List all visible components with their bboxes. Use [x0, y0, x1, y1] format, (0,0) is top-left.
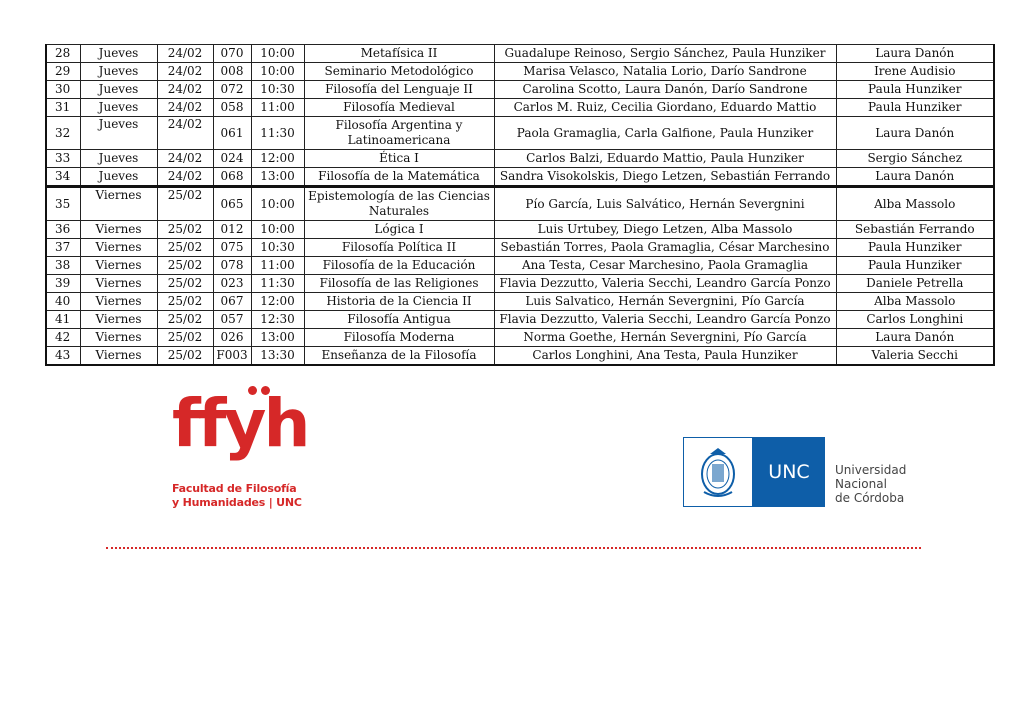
cell-day: Viernes	[80, 257, 157, 275]
cell-subject: Epistemología de las Ciencias Naturales	[304, 187, 494, 221]
cell-panel: Flavia Dezzutto, Valeria Secchi, Leandro García Ponzo	[494, 275, 836, 293]
cell-date: 24/02	[157, 99, 213, 117]
cell-panel: Ana Testa, Cesar Marchesino, Paola Gramaglia	[494, 257, 836, 275]
cell-room: 012	[213, 221, 251, 239]
cell-n: 43	[46, 347, 80, 366]
cell-time: 10:30	[251, 81, 304, 99]
cell-time: 11:00	[251, 257, 304, 275]
cell-subject: Filosofía de las Religiones	[304, 275, 494, 293]
cell-room: 023	[213, 275, 251, 293]
cell-subject: Filosofía Antigua	[304, 311, 494, 329]
cell-day: Viernes	[80, 311, 157, 329]
table-row	[46, 45, 994, 63]
cell-date: 24/02	[157, 63, 213, 81]
cell-n: 34	[46, 168, 80, 187]
cell-panel: Marisa Velasco, Natalia Lorio, Darío Sandrone	[494, 63, 836, 81]
cell-coord: Laura Danón	[836, 168, 994, 187]
cell-day: Jueves	[80, 63, 157, 81]
cell-date: 25/02	[157, 347, 213, 366]
cell-room: 057	[213, 311, 251, 329]
cell-date: 25/02	[157, 329, 213, 347]
table-row	[46, 99, 994, 117]
cell-n: 28	[46, 45, 80, 63]
ffyh-name-line2: y Humanidades | UNC	[172, 496, 302, 509]
cell-time: 10:00	[251, 45, 304, 63]
cell-room: 061	[213, 117, 251, 150]
cell-subject: Filosofía de la Matemática	[304, 168, 494, 187]
cell-room: 058	[213, 99, 251, 117]
table-row	[46, 311, 994, 329]
cell-day: Jueves	[80, 99, 157, 117]
cell-room: F003	[213, 347, 251, 366]
cell-day: Jueves	[80, 168, 157, 187]
cell-n: 30	[46, 81, 80, 99]
cell-n: 42	[46, 329, 80, 347]
unc-name-line2: Nacional	[835, 477, 887, 491]
cell-room: 068	[213, 168, 251, 187]
cell-coord: Paula Hunziker	[836, 99, 994, 117]
unc-name-line3: de Córdoba	[835, 491, 905, 505]
cell-time: 13:00	[251, 329, 304, 347]
footer-dotted-divider	[106, 547, 921, 549]
cell-panel: Luis Salvatico, Hernán Severgnini, Pío García	[494, 293, 836, 311]
cell-coord: Laura Danón	[836, 45, 994, 63]
cell-room: 075	[213, 239, 251, 257]
cell-coord: Carlos Longhini	[836, 311, 994, 329]
cell-time: 11:00	[251, 99, 304, 117]
cell-panel: Sebastián Torres, Paola Gramaglia, César Marchesino	[494, 239, 836, 257]
cell-day: Viernes	[80, 329, 157, 347]
cell-date: 25/02	[157, 257, 213, 275]
cell-subject: Filosofía Moderna	[304, 329, 494, 347]
cell-coord: Laura Danón	[836, 117, 994, 150]
cell-date: 25/02	[157, 293, 213, 311]
cell-coord: Daniele Petrella	[836, 275, 994, 293]
cell-n: 33	[46, 150, 80, 168]
table-row	[46, 81, 994, 99]
cell-subject: Filosofía Argentina y Latinoamericana	[304, 117, 494, 150]
cell-time: 12:30	[251, 311, 304, 329]
cell-coord: Irene Audisio	[836, 63, 994, 81]
table-row	[46, 168, 994, 187]
cell-room: 065	[213, 187, 251, 221]
unc-name	[835, 463, 906, 505]
cell-day: Viernes	[80, 239, 157, 257]
cell-time: 11:30	[251, 275, 304, 293]
cell-time: 11:30	[251, 117, 304, 150]
university-seal-icon	[683, 437, 753, 507]
cell-day: Viernes	[80, 293, 157, 311]
cell-time: 10:30	[251, 239, 304, 257]
cell-panel: Carlos M. Ruiz, Cecilia Giordano, Eduardo Mattio	[494, 99, 836, 117]
table-row	[46, 275, 994, 293]
cell-date: 24/02	[157, 150, 213, 168]
cell-subject: Filosofía Medieval	[304, 99, 494, 117]
table-row	[46, 347, 994, 366]
cell-date: 24/02	[157, 117, 213, 150]
cell-date: 25/02	[157, 187, 213, 221]
cell-day: Jueves	[80, 45, 157, 63]
cell-panel: Sandra Visokolskis, Diego Letzen, Sebastián Ferrando	[494, 168, 836, 187]
cell-subject: Enseñanza de la Filosofía	[304, 347, 494, 366]
table-row	[46, 329, 994, 347]
cell-panel: Norma Goethe, Hernán Severgnini, Pío García	[494, 329, 836, 347]
ffyh-logo	[172, 378, 308, 513]
cell-date: 24/02	[157, 45, 213, 63]
cell-panel: Flavia Dezzutto, Valeria Secchi, Leandro García Ponzo	[494, 311, 836, 329]
cell-coord: Sergio Sánchez	[836, 150, 994, 168]
table-row	[46, 187, 994, 221]
cell-panel: Carlos Longhini, Ana Testa, Paula Hunziker	[494, 347, 836, 366]
cell-subject: Filosofía Política II	[304, 239, 494, 257]
cell-panel: Luis Urtubey, Diego Letzen, Alba Massolo	[494, 221, 836, 239]
unc-logo	[683, 437, 923, 509]
table-row	[46, 239, 994, 257]
cell-room: 008	[213, 63, 251, 81]
cell-coord: Laura Danón	[836, 329, 994, 347]
cell-day: Viernes	[80, 187, 157, 221]
ffyh-logo-mark: ffyh	[172, 385, 308, 462]
table-row	[46, 221, 994, 239]
cell-day: Jueves	[80, 150, 157, 168]
cell-subject: Metafísica II	[304, 45, 494, 63]
table-row	[46, 257, 994, 275]
cell-coord: Sebastián Ferrando	[836, 221, 994, 239]
cell-room: 072	[213, 81, 251, 99]
cell-time: 10:00	[251, 221, 304, 239]
cell-subject: Filosofía de la Educación	[304, 257, 494, 275]
cell-n: 31	[46, 99, 80, 117]
cell-panel: Pío García, Luis Salvático, Hernán Severgnini	[494, 187, 836, 221]
cell-n: 37	[46, 239, 80, 257]
cell-subject: Seminario Metodológico	[304, 63, 494, 81]
cell-day: Jueves	[80, 81, 157, 99]
cell-time: 10:00	[251, 63, 304, 81]
cell-room: 078	[213, 257, 251, 275]
unc-name-line1: Universidad	[835, 463, 907, 477]
cell-n: 36	[46, 221, 80, 239]
cell-time: 10:00	[251, 187, 304, 221]
cell-panel: Carlos Balzi, Eduardo Mattio, Paula Hunziker	[494, 150, 836, 168]
unc-logo-mark: UNC	[753, 437, 825, 507]
cell-day: Viernes	[80, 347, 157, 366]
cell-date: 24/02	[157, 168, 213, 187]
cell-day: Jueves	[80, 117, 157, 150]
cell-n: 40	[46, 293, 80, 311]
cell-coord: Alba Massolo	[836, 187, 994, 221]
cell-n: 32	[46, 117, 80, 150]
cell-subject: Filosofía del Lenguaje II	[304, 81, 494, 99]
cell-coord: Paula Hunziker	[836, 257, 994, 275]
exam-schedule-table	[45, 44, 995, 366]
cell-coord: Paula Hunziker	[836, 81, 994, 99]
cell-subject: Ética I	[304, 150, 494, 168]
cell-panel: Guadalupe Reinoso, Sergio Sánchez, Paula Hunziker	[494, 45, 836, 63]
cell-n: 35	[46, 187, 80, 221]
cell-n: 39	[46, 275, 80, 293]
cell-date: 25/02	[157, 311, 213, 329]
cell-coord: Paula Hunziker	[836, 239, 994, 257]
cell-n: 41	[46, 311, 80, 329]
cell-date: 24/02	[157, 81, 213, 99]
cell-day: Viernes	[80, 275, 157, 293]
cell-room: 026	[213, 329, 251, 347]
table-row	[46, 150, 994, 168]
cell-panel: Paola Gramaglia, Carla Galfione, Paula Hunziker	[494, 117, 836, 150]
cell-coord: Alba Massolo	[836, 293, 994, 311]
cell-time: 13:00	[251, 168, 304, 187]
cell-coord: Valeria Secchi	[836, 347, 994, 366]
table-row	[46, 63, 994, 81]
cell-date: 25/02	[157, 221, 213, 239]
cell-date: 25/02	[157, 239, 213, 257]
cell-room: 070	[213, 45, 251, 63]
cell-subject: Lógica I	[304, 221, 494, 239]
cell-day: Viernes	[80, 221, 157, 239]
cell-panel: Carolina Scotto, Laura Danón, Darío Sandrone	[494, 81, 836, 99]
cell-room: 024	[213, 150, 251, 168]
cell-subject: Historia de la Ciencia II	[304, 293, 494, 311]
cell-time: 12:00	[251, 150, 304, 168]
cell-n: 38	[46, 257, 80, 275]
cell-date: 25/02	[157, 275, 213, 293]
cell-room: 067	[213, 293, 251, 311]
table-row	[46, 117, 994, 150]
cell-time: 13:30	[251, 347, 304, 366]
cell-n: 29	[46, 63, 80, 81]
cell-time: 12:00	[251, 293, 304, 311]
table-row	[46, 293, 994, 311]
ffyh-name-line1: Facultad de Filosofía	[172, 482, 297, 495]
